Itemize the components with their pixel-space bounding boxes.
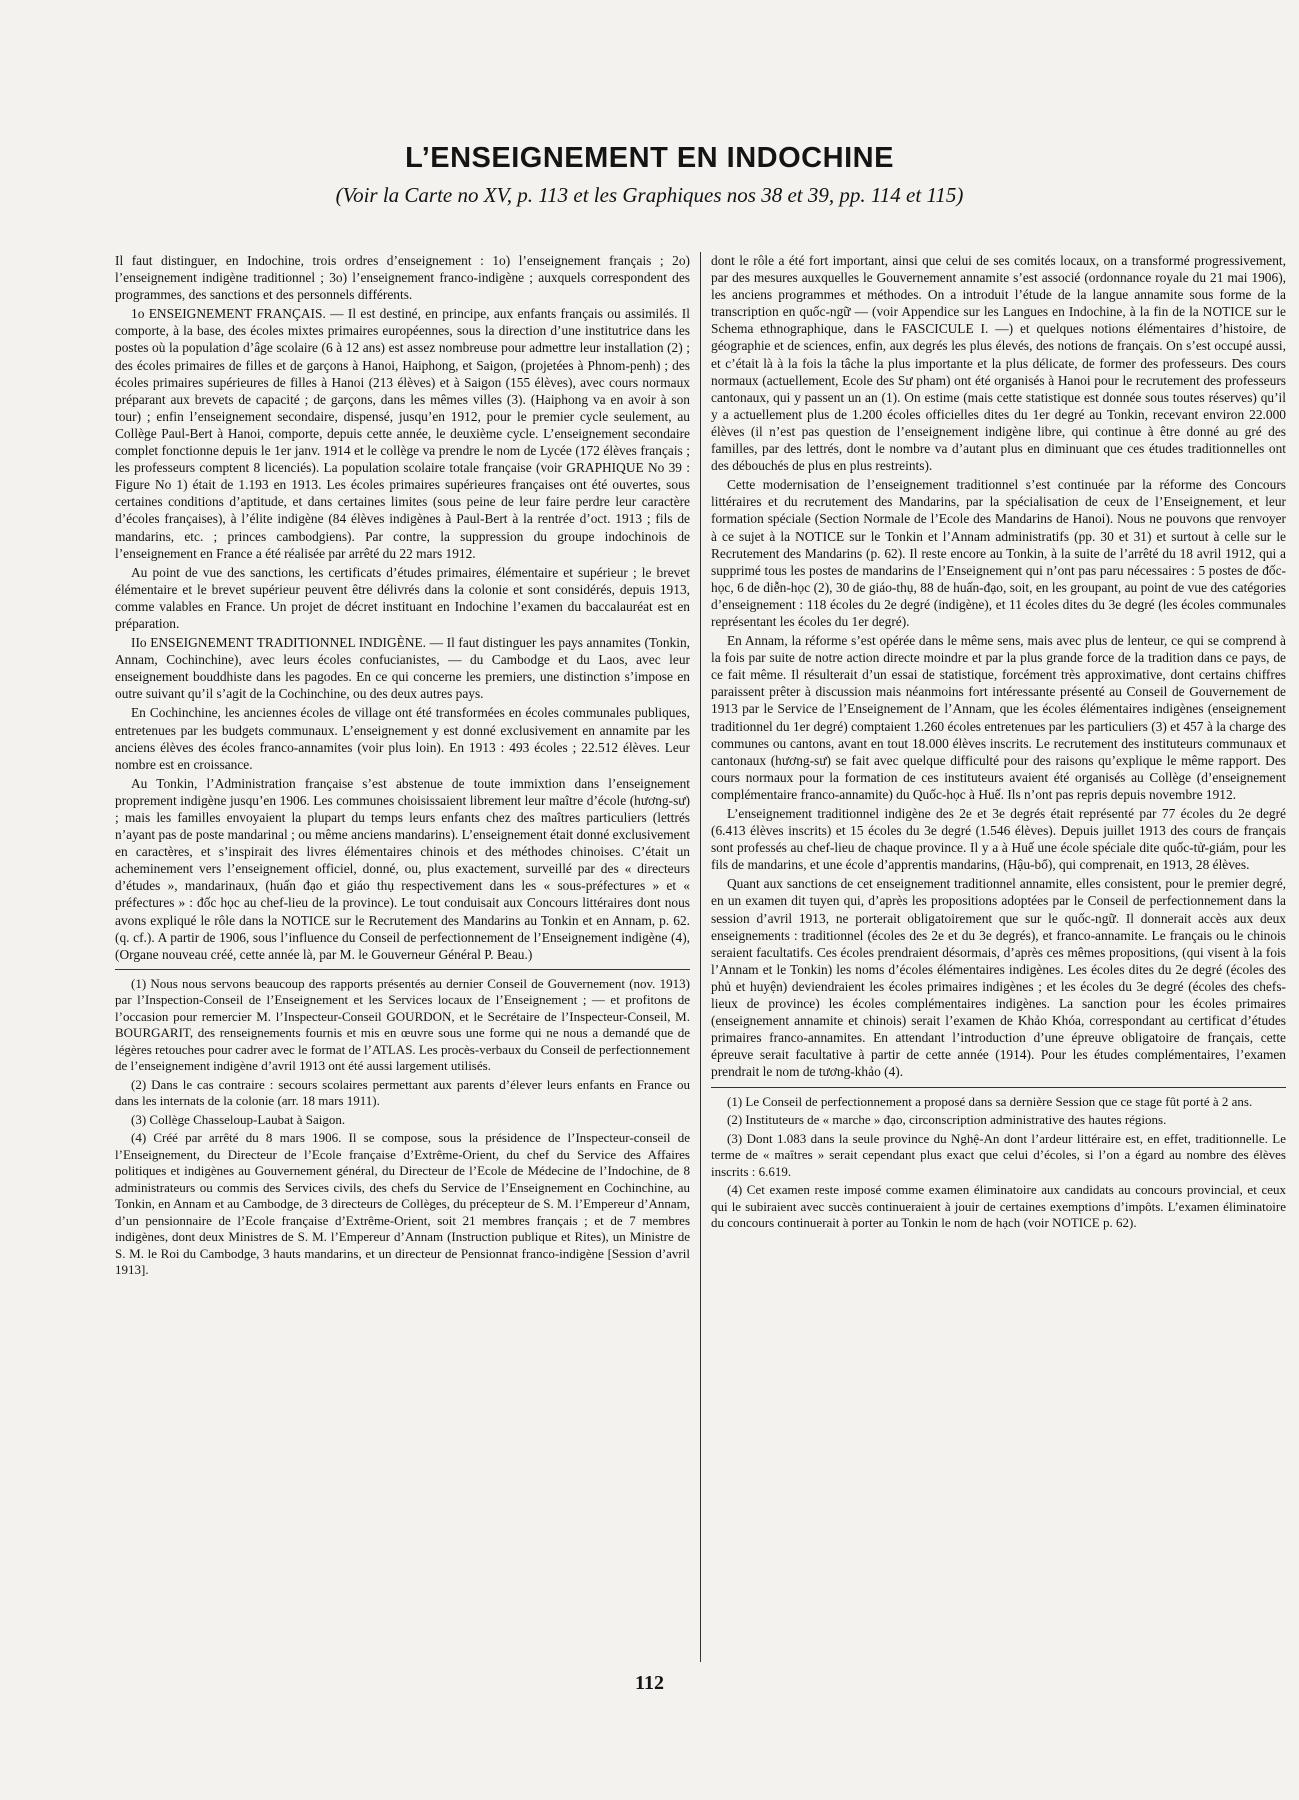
left-paragraph-2: 1o ENSEIGNEMENT FRANÇAIS. — Il est destiné, en principe, aux enfants français ou assimilés. Il comporte, à la base, des écoles mixtes primaires européennes, sous la direction d’une institutrice dans les postes où la population d’âge scolaire (6 à 12 ans) est assez nombreuse pour admettre leur installation (2) ; des écoles primaires de filles et de garçons à Hanoi, Haiphong, et Saigon, (projetées à Phnom-penh) ; des écoles primaires supérieures de filles à Hanoi (213 élèves) et à Saigon (155 élèves), avec cours normaux préparant aux brevets de capacité ; de garçons, dans les mêmes villes (3). (Haiphong va en avoir à son tour) ; enfin l’enseignement secondaire, dispensé, jusqu’en 1912, pour le premier cycle seulement, au Collège Paul-Bert à Hanoi, comporte, depuis cette année, le deuxième cycle. L’enseignement secondaire complet fonctionne depuis le 1er janv. 1914 et le collège va prendre le nom de Lycée (172 élèves français ; les professeurs comptent 8 licenciés). La population scolaire totale française (voir GRAPHIQUE No 39 : Figure No 1) était de 1.193 en 1913. Les écoles primaires supérieures françaises ont été ouvertes, sous certaines conditions d’aptitude, et dans certaines limites (sous peine de leur faire perdre leur caractère d’écoles françaises), à l’élite indigène (84 élèves indigènes à Paul-Bert à la rentrée d’oct. 1913 ; fils de mandarins, etc. ; princes cambodgiens). Par contre, la suppression du groupe indochinois de l’enseignement en France a été réalisée par arrêté du 22 mars 1912. <box>115 306 690 561</box>
right-paragraph-5: Quant aux sanctions de cet enseignement traditionnel annamite, elles consistent, pour le premier degré, en un examen dit tuyen qui, d’après les propositions adoptées par le Conseil de perfectionnement dans la session d’avril 1913, ne porterait obligatoirement que sur le quốc-ngữ. Il donnerait accès aux deux enseignements : traditionnel (écoles des 2e et du 3e degrés), et franco-annamite. Le français ou le chinois seraient facultatifs. Ces écoles prendraient désormais, d’après ces mêmes propositions, (qui visent à la fois l’Annam et le Tonkin) les noms d’écoles élémentaires indigènes. Les écoles dites du 2e degré (écoles des phủ et huyện) deviendraient les écoles primaires indigènes ; et les écoles du 3e degré (écoles des chefs-lieux de province) les écoles complémentaires indigènes. La sanction pour les écoles primaires (enseignement annamite et chinois) serait l’examen de Khảo Khóa, correspondant au certificat d’études primaires franco-annamites. En attendant l’introduction d’une épreuve obligatoire de français, cette épreuve serait facultative à partir de cette année (1914). Pour les études complémentaires, l’examen prendrait le nom de tương-khảo (4). <box>711 876 1286 1080</box>
left-paragraph-3: Au point de vue des sanctions, les certificats d’études primaires, élémentaire et supérieur ; le brevet élémentaire et le brevet supérieur peuvent être délivrés dans la colonie et sont considérés, depuis 1913, comme valables en France. Un projet de décret instituant en Indochine l’examen du baccalauréat est en préparation. <box>115 564 690 631</box>
right-paragraph-1: dont le rôle a été fort important, ainsi que celui de ses comités locaux, on a transformé progressivement, par des mesures auxquelles le Gouvernement annamite s’est associé (ordonnance royale du 21 mai 1906), les anciens programmes et méthodes. On a introduit l’étude de la langue annamite sous forme de la transcription en quốc-ngữ — (voir Appendice sur les Langues en Indochine, à la fin de la NOTICE sur le Schema ethnographique, dans le FASCICULE I. —) et quelques notions élémentaires d’histoire, de géographie et de sciences, enfin, aux degrés les plus élevés, des notions de français. On s’est occupé aussi, et c’était là à la fois la tâche la plus importante et la plus délicate, de former des professeurs. Des cours normaux (actuellement, Ecole des Sư pham) ont été organisés à Hanoi pour le recrutement des professeurs cantonaux, qui y passent un an (1). On estime (mais cette statistique est donnée sous toutes réserves) qu’il y a actuellement plus de 1.200 écoles officielles dites du 1er degré au Tonkin, recevant environ 22.000 élèves (il n’est pas question de l’enseignement indigène libre, qui continue à être donné au gré des familles, par des lettrés, dont le nombre va d’autant plus en diminuant que ces études traditionnelles ont des débouchés de plus en plus restreints). <box>711 253 1286 474</box>
right-paragraph-3: En Annam, la réforme s’est opérée dans le même sens, mais avec plus de lenteur, ce qui se comprend à la fois par suite de notre action directe moindre et par la plus grande force de la tradition dans ce pays, de ce fait même. Il résulterait d’un essai de statistique, forcément très approximative, dont certains chiffres paraissent prêter à discussion mais néanmoins fort intéressante présenté au Conseil de Gouvernement de 1913 par le Service de l’Enseignement de l’Annam, que les écoles élémentaires indigènes (enseignement traditionnel du 1er degré) comptaient 1.260 écoles entretenues par les particuliers (3) et 457 à la charge des communes ou cantons, avant en tout 18.000 élèves inscrits. Le recrutement des instituteurs communaux et cantonaux (hương-sư) se fait avec quelque difficulté pour des raisons qu’explique le même rapport. Des cours normaux pour la formation de ces instituteurs avaient été organisés au Collège (d’enseignement complémentaire franco-annamite) du Quốc-học à Huế. Ils n’ont pas repris depuis novembre 1912. <box>711 633 1286 802</box>
left-footnote-2: (2) Dans le cas contraire : secours scolaires permettant aux parents d’élever leurs enfants en France ou dans les internats de la colonie (arr. 18 mars 1911). <box>115 1076 690 1109</box>
left-footnote-4: (4) Créé par arrêté du 8 mars 1906. Il se compose, sous la présidence de l’Inspecteur-conseil de l’Enseignement, du Directeur de l’Ecole française d’Extrême-Orient, du chef du Service des Affaires politiques et indigènes au Gouvernement général, du Directeur de l’Ecole de Médecine de l’Indochine, de 8 administrateurs ou commis des Services civils, des chefs du Service de l’Enseignement en Cochinchine, au Tonkin, en Annam et au Cambodge, de 3 directeurs de Collèges, du précepteur de S. M. l’Empereur d’Annam, d’un pensionnaire de l’Ecole française d’Extrême-Orient, soit 21 membres français ; et de 7 membres indigènes, dont deux Ministres de S. M. l’Empereur d’Annam (Instruction publique et Rites), un Ministre de S. M. le Roi du Cambodge, 3 hauts mandarins, et un directeur de Pensionnat franco-indigène [Session d’avril 1913]. <box>115 1130 690 1278</box>
right-footnote-1: (1) Le Conseil de perfectionnement a proposé dans sa dernière Session que ce stage fût porté à 2 ans. <box>727 1093 1253 1109</box>
left-column <box>115 252 690 1664</box>
left-paragraph-1: Il faut distinguer, en Indochine, trois ordres d’enseignement : 1o) l’enseignement français ; 2o) l’enseignement indigène traditionnel ; 3o) l’enseignement franco-indigène ; auxquels correspondent des programmes, des sanctions et des personnels différents. <box>115 253 690 303</box>
left-paragraph-4: IIo ENSEIGNEMENT TRADITIONNEL INDIGÈNE. — Il faut distinguer les pays annamites (Tonkin, Annam, Cochinchine), avec leurs écoles confucianistes, — du Cambodge et du Laos, avec leur enseignement bouddhiste dans les pagodes. En ce qui concerne les premiers, une distinction s’impose en outre suivant qu’il s’agit de la Cochinchine, ou des deux autres pays. <box>115 635 690 702</box>
right-footnote-3: (3) Dont 1.083 dans la seule province du Nghệ-An dont l’ardeur littéraire est, en effet, traditionnelle. Le terme de « maîtres » serait cependant plus exact que celui d’écoles, si l’on a égard au nombre des élèves inscrits : 6.619. <box>711 1130 1286 1179</box>
right-paragraph-2: Cette modernisation de l’enseignement traditionnel s’est continuée par la réforme des Concours littéraires et du recrutement des Mandarins, par la spécialisation de ceux de l’Enseignement, et leur formation spéciale (Section Normale de l’Ecole des Mandarins de Hanoi). Nous ne pouvons que renvoyer à ce sujet à la NOTICE sur le Tonkin et l’Annam administratifs (pp. 30 et 31) et surtout à celle sur le Recrutement des Mandarins (p. 62). Il reste encore au Tonkin, à la suite de l’arrêté du 18 avril 1912, qui a supprimé tous les postes de mandarins de l’Enseignement qui n’ont pas paru nécessaires : 5 postes de đốc-học, 6 de diễn-học (2), 30 de giáo-thụ, 88 de huấn-đạo, soit, en les groupant, au point de vue des catégories d’enseignement : 118 écoles du 2e degré (indigène), et 11 écoles dites du 3e degré (les écoles communales représentant les écoles du 1er degré). <box>711 477 1286 629</box>
left-footnote-3: (3) Collège Chasseloup-Laubat à Saigon. <box>131 1111 346 1127</box>
column-divider <box>700 252 701 1662</box>
page-title: L’ENSEIGNEMENT EN INDOCHINE <box>405 142 894 174</box>
left-paragraph-6: Au Tonkin, l’Administration française s’est abstenue de toute immixtion dans l’enseignement proprement indigène jusqu’en 1906. Les communes choisissaient librement leur maître d’école (hương-sư) ; mais les familles envoyaient la plupart du temps leurs enfants chez des maîtres particuliers (lettrés n’ayant pas de poste mandarinal ; ou même anciens mandarins). L’enseignement était donné exclusivement en caractères, et s’inspirait des livres élémentaires chinois et des méthodes chinoises. C’était un acheminement vers l’enseignement officiel, donné, ou, plus exactement, surveillé par des « directeurs d’études », mandarinaux, (huấn đạo et giáo thụ respectivement dans les « sous-préfectures » et « préfectures » : đốc học au chef-lieu de la province). Le tout conduisait aux Concours littéraires dont nous avons expliqué le rôle dans la NOTICE sur le Recrutement des Mandarins au Tonkin et en Annam, p. 62. (q. cf.). A partir de 1906, sous l’influence du Conseil de perfectionnement de l’Enseignement indigène (4), (Organe nouveau créé, cette année là, par M. le Gouverneur Général P. Beau.) <box>115 775 690 962</box>
right-footnotes <box>711 1094 1286 1232</box>
right-paragraph-4: L’enseignement traditionnel indigène des 2e et 3e degrés était représenté par 77 écoles du 2e degré (6.413 élèves inscrits) et 15 écoles du 3e degré (1.546 élèves). Depuis juillet 1913 des cours de français sont professés au chef-lieu de chaque province. Il y a à Huế une école spéciale dite quốc-tử-giám, pour les fils de mandarins, et une école d’apprentis mandarins, (Hậu-bổ), qui comprenait, en 1913, 28 élèves. <box>711 806 1286 873</box>
right-footnote-4: (4) Cet examen reste imposé comme examen éliminatoire aux candidats au concours provincial, et ceux qui le subiraient avec succès continueraient à jouir de certaines exemptions d’impôts. L’examen éliminatoire du concours continuerait à porter au Tonkin le nom de hạch (voir NOTICE p. 62). <box>711 1182 1286 1230</box>
page-subtitle: (Voir la Carte no XV, p. 113 et les Graphiques nos 38 et 39, pp. 114 et 115) <box>335 183 964 207</box>
left-footnotes <box>115 976 690 1279</box>
left-footnote-divider <box>115 969 690 970</box>
left-footnote-1: (1) Nous nous servons beaucoup des rapports présentés au dernier Conseil de Gouvernement (nov. 1913) par l’Inspection-Conseil de l’Enseignement et les Services locaux de l’Enseignement ; — et profitons de l’occasion pour remercier M. l’Inspecteur-Conseil GOURDON, et le Secrétaire de l’Inspecteur-Conseil, M. BOURGARIT, des renseignements fournis et mis en œuvre sous une forme qui ne nous a demandé que de légères retouches pour cadrer avec le format de l’ATLAS. Les procès-verbaux du Conseil de perfectionnement de l’enseignement indigène d’avril 1913 ont été aussi largement utilisés. <box>115 975 690 1074</box>
left-paragraph-5: En Cochinchine, les anciennes écoles de village ont été transformées en écoles communales publiques, entretenues par les budgets communaux. L’enseignement y est donné exclusivement en annamite par les anciens élèves des écoles franco-annamites (voir plus loin). En 1913 : 493 écoles ; 22.512 élèves. Leur nombre est en croissance. <box>115 705 690 772</box>
page-number: 112 <box>635 1672 664 1694</box>
right-column <box>711 252 1286 1664</box>
right-footnote-2: (2) Instituteurs de « marche » đạo, circonscription administrative des hautes régions. <box>727 1112 1167 1127</box>
right-footnote-divider <box>711 1087 1286 1088</box>
